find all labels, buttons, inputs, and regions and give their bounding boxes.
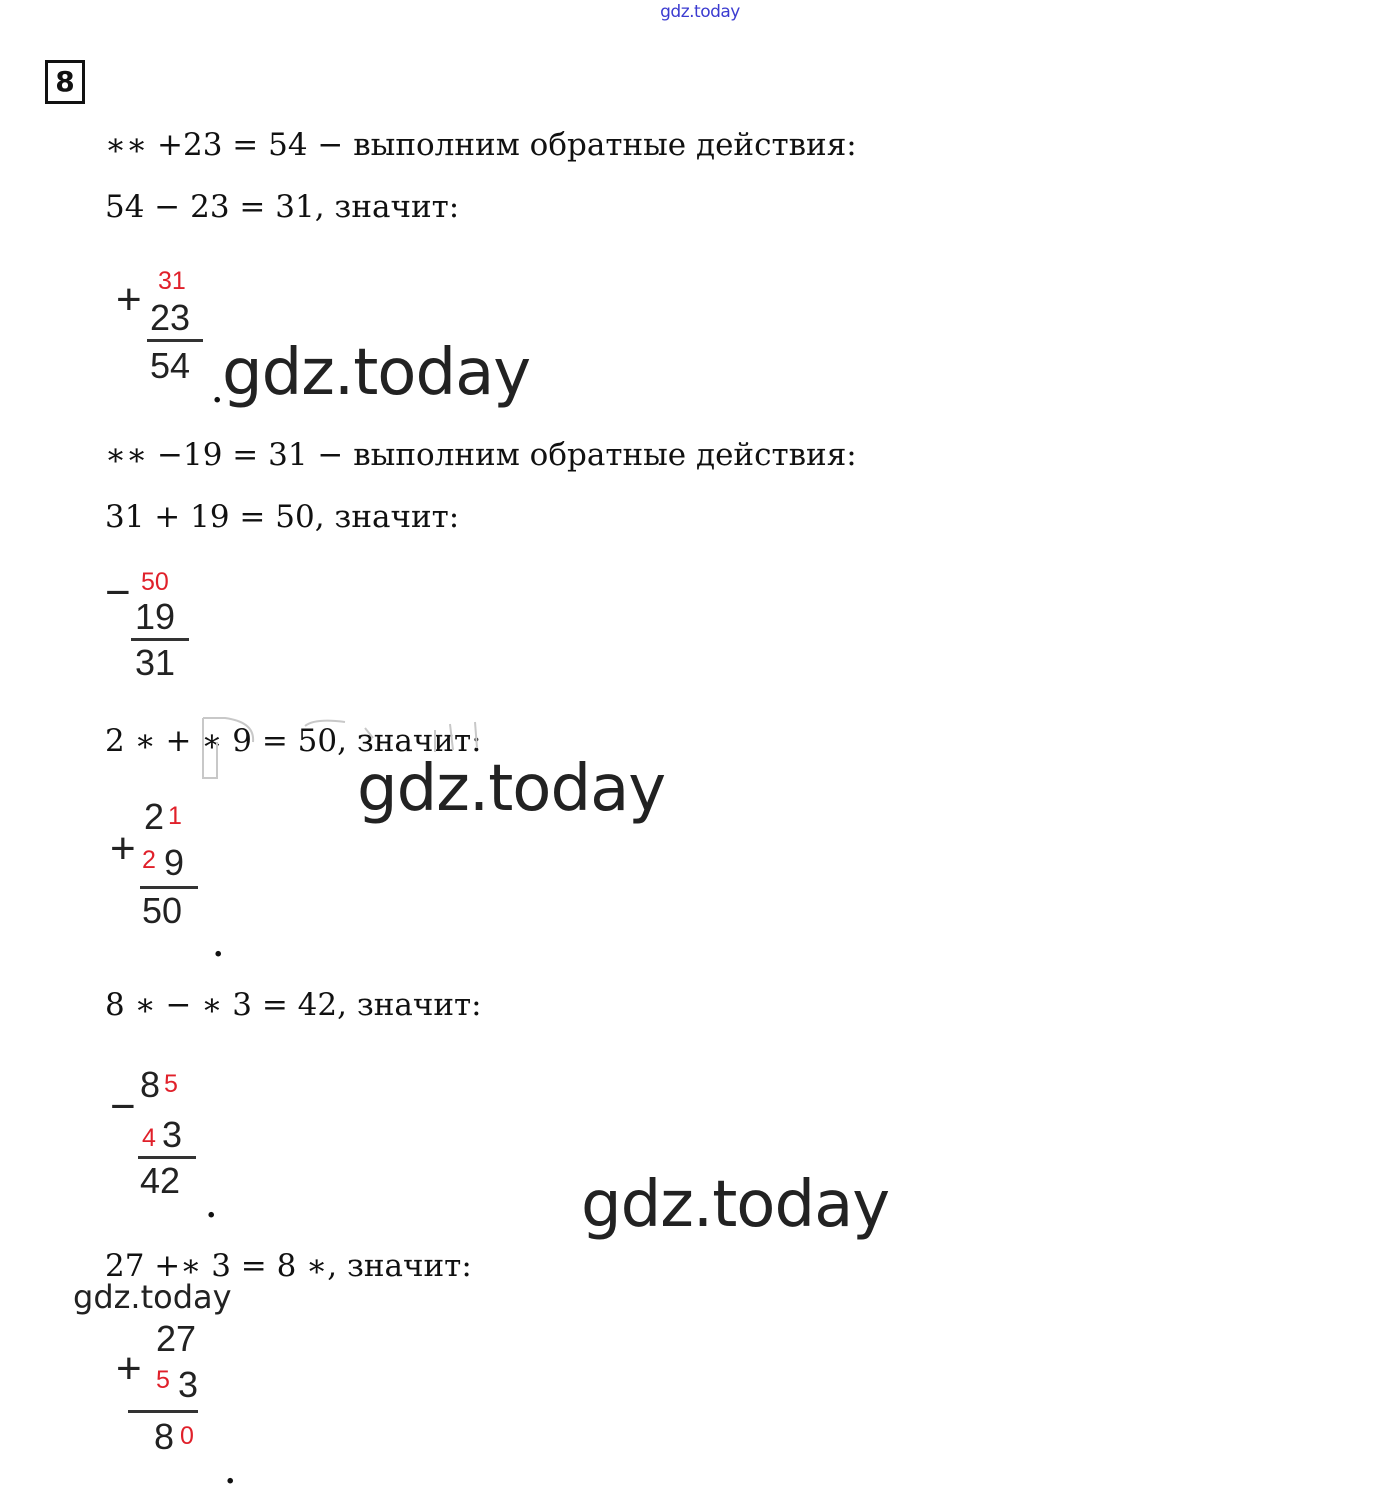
addend: 23 [150,297,191,338]
column-addition-1 [110,265,220,395]
result-line [138,1156,196,1159]
dot: . [213,929,224,964]
watermark-4: gdz.today [73,1278,232,1316]
difference: 42 [140,1160,181,1201]
minus-sign: − [105,568,131,617]
top-watermark: gdz.today [660,2,740,22]
equation-2-check: 31 + 19 = 50, значит: [105,499,460,535]
dot: . [212,375,223,410]
equation-2: ∗∗ −19 = 31 − выполним обратные действия: [105,437,857,473]
column-subtraction-2 [106,1064,211,1204]
minus-sign: − [110,1082,136,1131]
sum: 50 [142,890,183,931]
red-digit: 2 [142,846,156,874]
plus-sign: + [116,1344,142,1393]
addend-tens: 2 [144,796,165,837]
red-digits: 31 [158,267,186,295]
addend: 27 [156,1318,197,1359]
watermark-2: gdz.today [357,752,666,826]
red-digit: 5 [156,1366,170,1394]
watermark-3: gdz.today [581,1168,890,1242]
equation-1: ∗∗ +23 = 54 − выполним обратные действия: [105,127,857,163]
plus-sign: + [110,824,136,873]
equation-4: 8 ∗ − ∗ 3 = 42, значит: [105,987,482,1023]
equation-3: 2 ∗ + ∗ 9 = 50, значит: [105,723,482,759]
equation-5: 27 +∗ 3 = 8 ∗, значит: [105,1248,472,1284]
red-digit: 0 [180,1422,194,1450]
sum-tens: 8 [154,1416,175,1457]
watermark-1: gdz.today [222,336,531,410]
column-addition-2 [108,796,218,936]
task-number: 8 [45,60,85,104]
result-line [128,1410,198,1413]
result-line [131,638,189,641]
addend-units: 9 [164,842,185,883]
column-subtraction-1 [103,566,203,691]
addend-units: 3 [178,1364,199,1405]
plus-sign: + [116,275,142,324]
sum: 54 [150,345,191,386]
dot: . [206,1190,217,1225]
red-digits: 50 [141,568,169,596]
result-line [147,339,203,342]
difference: 31 [135,642,176,683]
minuend-tens: 8 [140,1064,161,1105]
column-addition-3 [104,1318,214,1458]
red-digit: 4 [142,1124,156,1152]
subtrahend-units: 3 [162,1114,183,1155]
equation-1-check: 54 − 23 = 31, значит: [105,189,460,225]
red-digit: 5 [164,1070,178,1098]
subtrahend: 19 [135,596,176,637]
red-digit: 1 [168,802,182,830]
dot: . [225,1456,236,1491]
result-line [140,886,198,889]
